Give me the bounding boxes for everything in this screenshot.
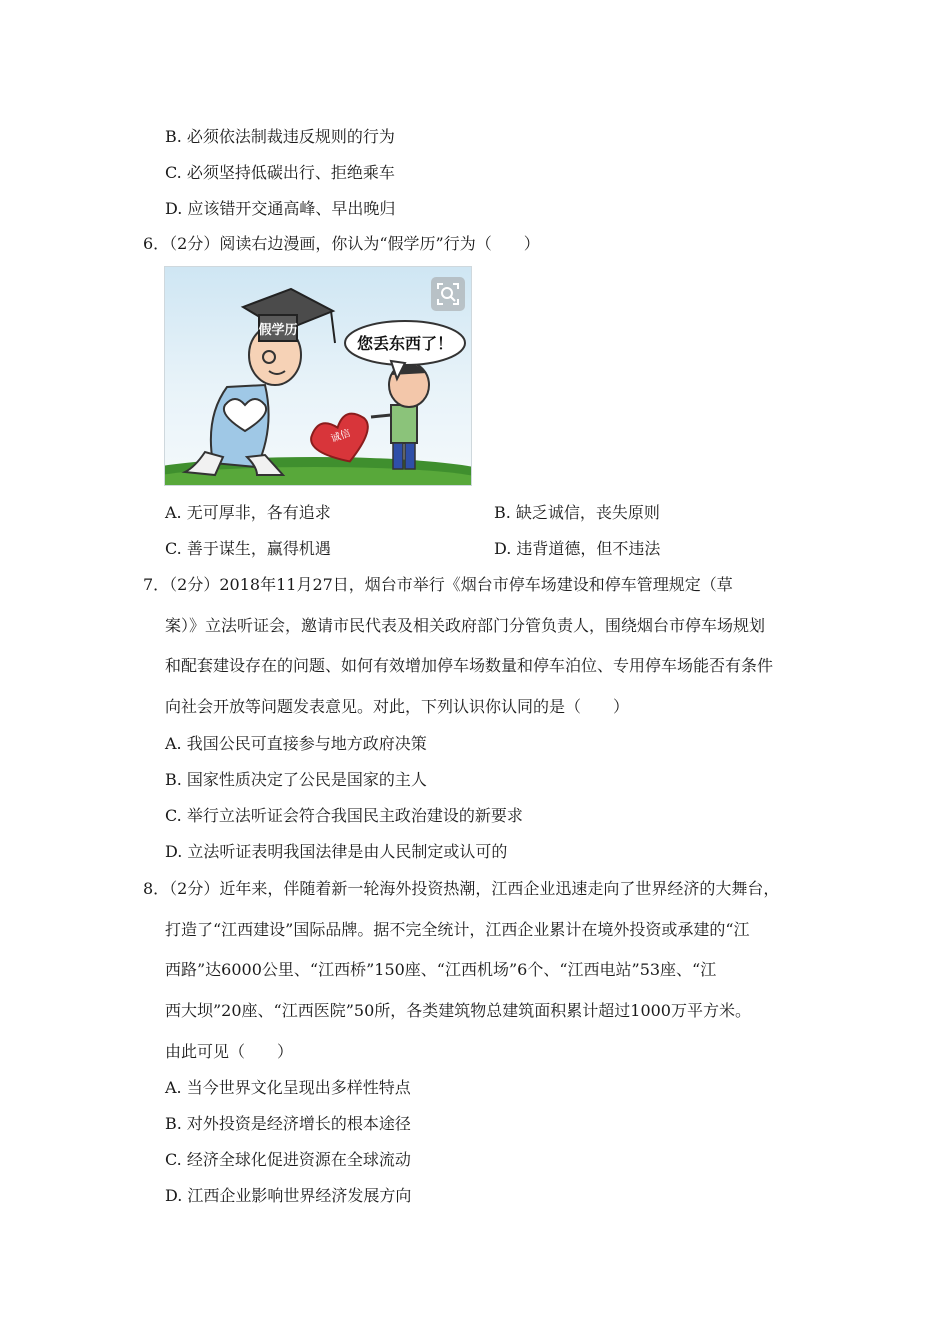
q8-option-d: D. 江西企业影响世界经济发展方向 — [165, 1186, 412, 1205]
q8-stem-line-5: 由此可见（ ） — [165, 1042, 294, 1061]
q8-option-c: C. 经济全球化促进资源在全球流动 — [165, 1150, 411, 1169]
q7-stem-line-1: 7．（2分）2018年11月27日，烟台市举行《烟台市停车场建设和停车管理规定（草 — [143, 575, 733, 594]
q8-stem-line-3: 西路”达6000公里、“江西桥”150座、“江西机场”6个、“江西电站”53座、“江 — [165, 960, 717, 979]
q7-stem-line-3: 和配套建设存在的问题、如何有效增加停车场数量和停车泊位、专用停车场能否有条件 — [165, 656, 774, 675]
q8-option-b: B. 对外投资是经济增长的根本途径 — [165, 1114, 411, 1133]
q7-option-a: A. 我国公民可直接参与地方政府决策 — [165, 734, 427, 753]
q7-option-c: C. 举行立法听证会符合我国民主政治建设的新要求 — [165, 806, 523, 825]
cartoon-bubble-text: 您丢东西了！ — [356, 334, 454, 353]
q6-cartoon-image — [164, 266, 472, 486]
q8-stem-line-4: 西大坝”20座、“江西医院”50所，各类建筑物总建筑面积累计超过1000万平方米。 — [165, 1001, 751, 1020]
q6-option-d: D. 违背道德，但不违法 — [494, 539, 661, 558]
q7-option-d: D. 立法听证表明我国法律是由人民制定或认可的 — [165, 842, 508, 861]
q6-option-b: B. 缺乏诚信，丧失原则 — [494, 503, 660, 522]
q5-option-d: D. 应该错开交通高峰、早出晚归 — [165, 199, 396, 218]
q6-option-a: A. 无可厚非，各有追求 — [165, 503, 331, 522]
q6-option-c: C. 善于谋生，赢得机遇 — [165, 539, 331, 558]
q6-stem: 6．（2分）阅读右边漫画，你认为“假学历”行为（ ） — [143, 234, 540, 253]
q7-option-b: B. 国家性质决定了公民是国家的主人 — [165, 770, 427, 789]
cartoon-heart-text: 诚信 — [329, 427, 353, 446]
q8-stem-line-1: 8．（2分）近年来，伴随着新一轮海外投资热潮，江西企业迅速走向了世界经济的大舞台， — [143, 879, 780, 898]
q7-stem-line-4: 向社会开放等问题发表意见。对此，下列认识你认同的是（ ） — [165, 697, 630, 716]
q5-option-b: B. 必须依法制裁违反规则的行为 — [165, 127, 395, 146]
q7-stem-line-2: 案）》立法听证会，邀请市民代表及相关政府部门分管负责人，围绕烟台市停车场规划 — [165, 616, 766, 635]
zoom-search-icon[interactable] — [431, 277, 465, 311]
cartoon-hat-text: 假学历 — [258, 323, 298, 338]
q5-option-c: C. 必须坚持低碳出行、拒绝乘车 — [165, 163, 395, 182]
q8-option-a: A. 当今世界文化呈现出多样性特点 — [165, 1078, 411, 1097]
q8-stem-line-2: 打造了“江西建设”国际品牌。据不完全统计，江西企业累计在境外投资或承建的“江 — [165, 920, 750, 939]
